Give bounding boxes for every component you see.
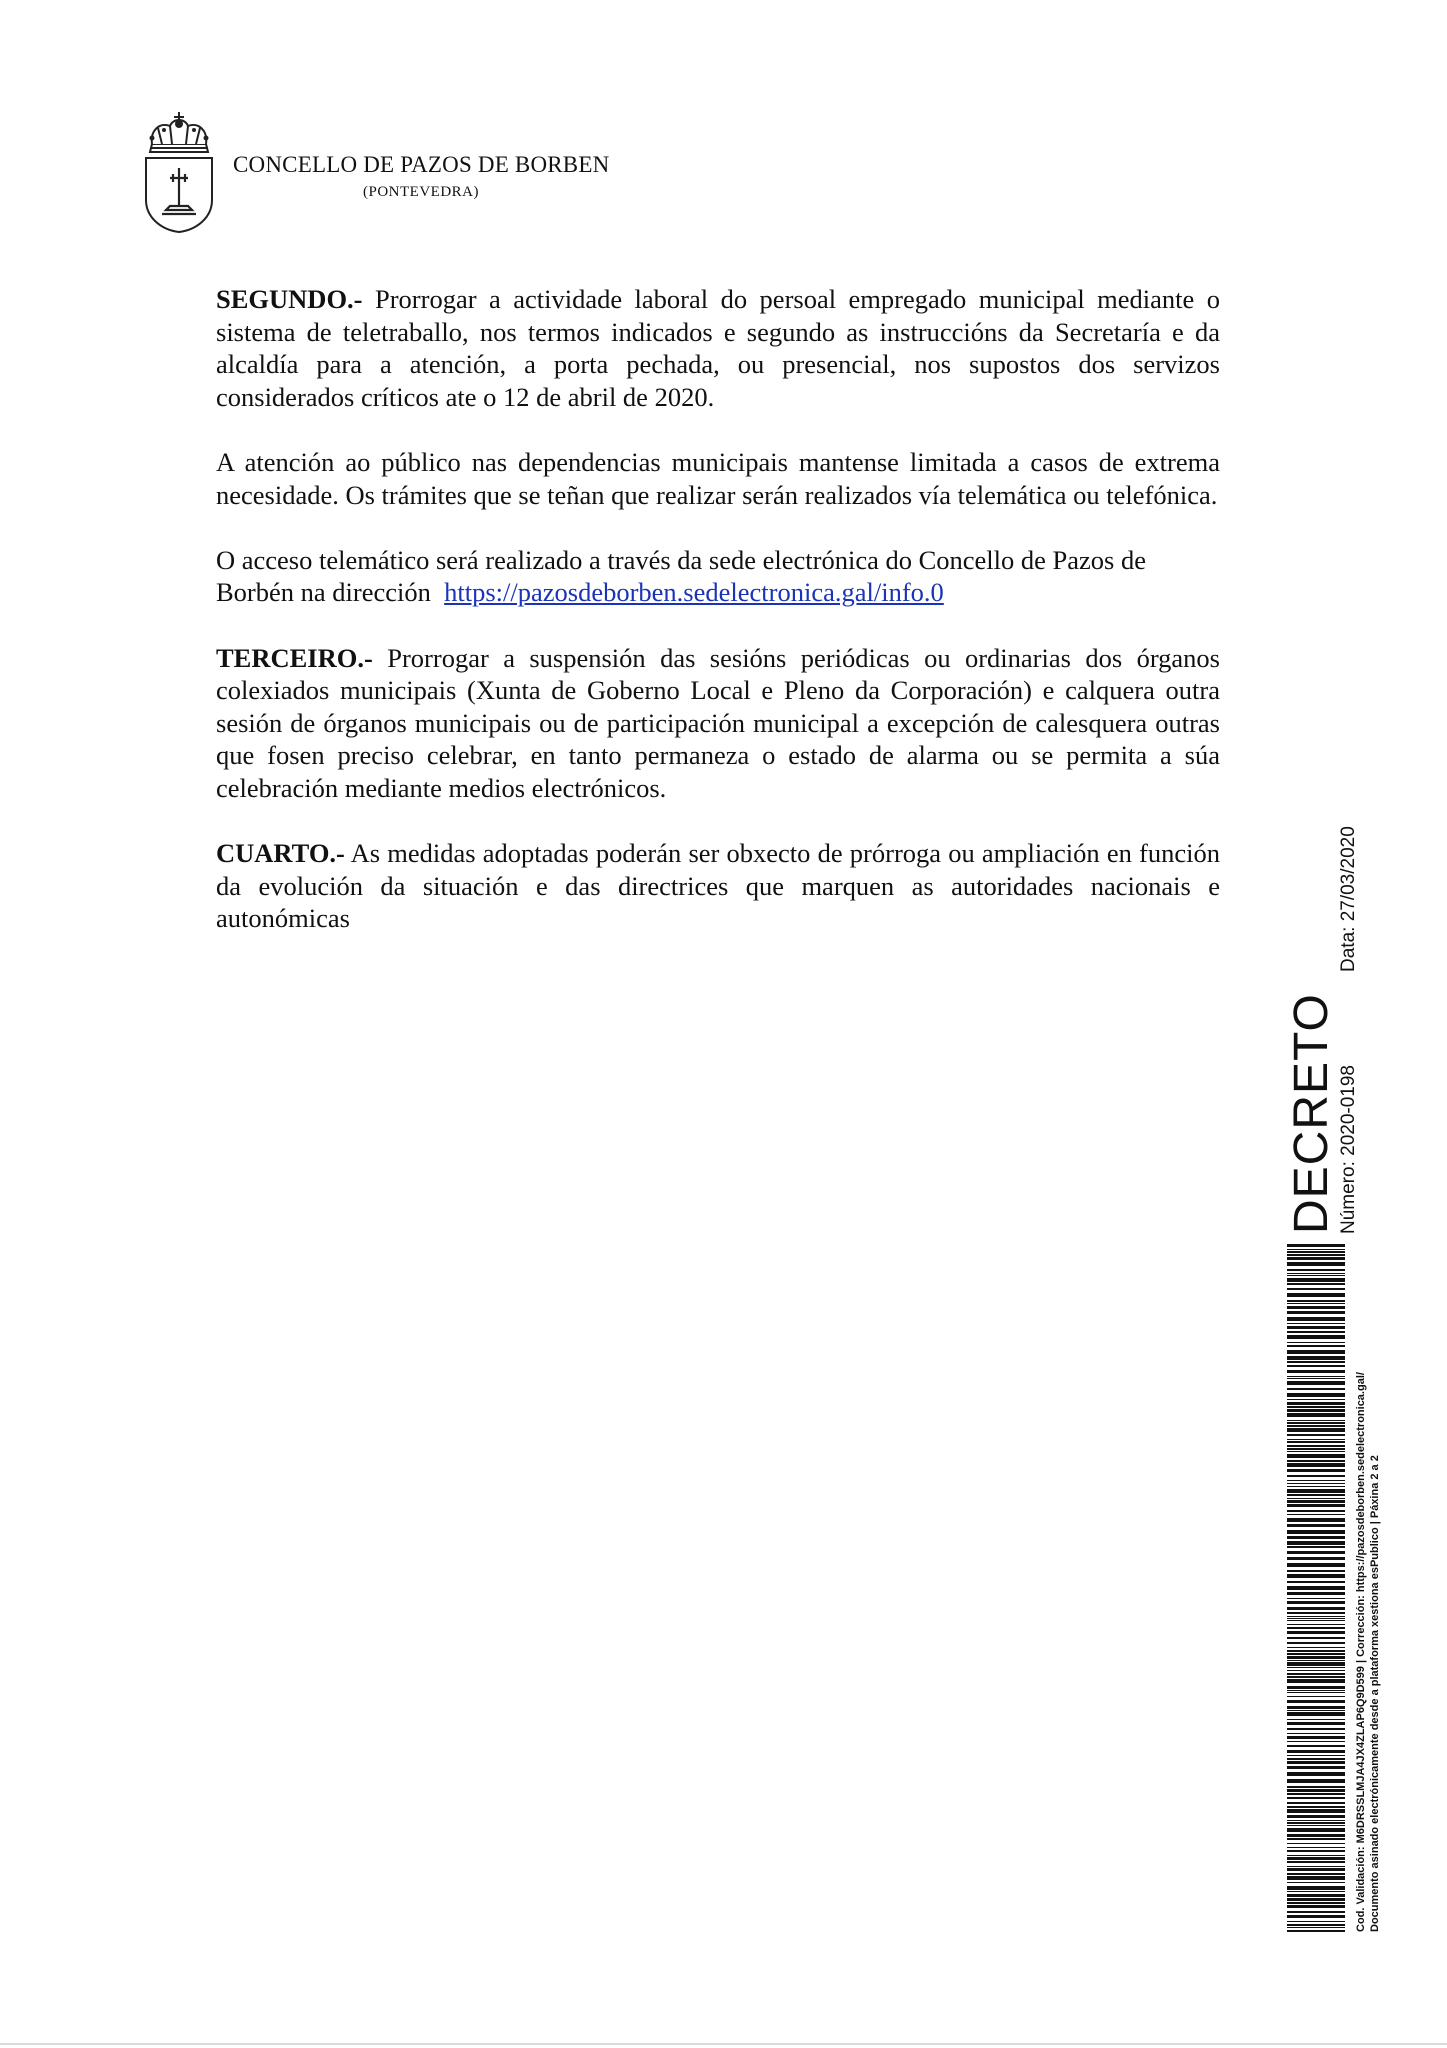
barcode-stripe	[1287, 1924, 1345, 1926]
barcode-stripe	[1287, 1825, 1345, 1826]
barcode-stripe	[1287, 1300, 1345, 1302]
barcode-stripe	[1287, 1406, 1345, 1408]
barcode-stripe	[1287, 1317, 1345, 1321]
barcode-stripe	[1287, 1563, 1345, 1567]
barcode-stripe	[1287, 1365, 1345, 1367]
barcode-stripe	[1287, 1439, 1345, 1440]
barcode-stripe	[1287, 1662, 1345, 1666]
paragraph-text: A atención ao público nas dependencias municipais mantense limitada a casos de extrema necesidade. Os trámites que se teñan que realizar serán realizados vía telemática ou telefónica.	[216, 446, 1220, 510]
barcode-stripe	[1287, 1815, 1345, 1818]
barcode-stripe	[1287, 1758, 1345, 1760]
barcode-stripe	[1287, 1381, 1345, 1385]
barcode-stripe	[1287, 1454, 1345, 1458]
barcode-stripe	[1287, 1581, 1345, 1583]
barcode-stripe	[1287, 1278, 1345, 1282]
barcode-stripe	[1287, 1409, 1345, 1412]
barcode-stripe	[1287, 1586, 1345, 1590]
barcode-stripe	[1287, 1802, 1345, 1804]
barcode-stripe	[1287, 1244, 1345, 1247]
barcode-stripe	[1287, 1911, 1345, 1913]
barcode-stripe	[1287, 1873, 1345, 1875]
barcode-stripe	[1287, 1288, 1345, 1290]
barcode-stripe	[1287, 1451, 1345, 1452]
barcode-stripe	[1287, 1510, 1345, 1512]
barcode-stripe	[1287, 1620, 1345, 1621]
barcode-stripe	[1287, 1486, 1345, 1487]
paragraph-atencion	[216, 446, 1220, 511]
paragraph-text: As medidas adoptadas poderán ser obxecto de prórroga ou ampliación en función da evolución da situación e das directrices que marquen as autoridades nacionais e autonómicas	[216, 838, 1220, 934]
barcode-stripe	[1287, 1480, 1345, 1481]
barcode-stripe	[1287, 1838, 1345, 1840]
barcode-stripe	[1287, 1489, 1345, 1493]
barcode-stripe	[1287, 1637, 1345, 1639]
barcode-stripe	[1287, 1850, 1345, 1852]
barcode-stripe	[1287, 1786, 1345, 1788]
barcode-stripe	[1287, 1356, 1345, 1360]
barcode-stripe	[1287, 1524, 1345, 1527]
barcode-stripe	[1287, 1927, 1345, 1928]
barcode-stripe	[1287, 1388, 1345, 1390]
barcode-stripe	[1287, 1402, 1345, 1405]
barcode-stripe	[1287, 1915, 1345, 1918]
barcode-stripe	[1287, 1728, 1345, 1730]
page-bottom-edge	[0, 2043, 1447, 2045]
stamp-validation-code: Cod. Validación: M6DRSSLMJA4JX4ZLAP6Q9D599 | Corrección: https://pazosdeborben.sedelectronica.gal/	[1355, 1372, 1367, 1932]
barcode-stripe	[1287, 1902, 1345, 1904]
barcode-stripe	[1287, 1361, 1345, 1363]
barcode-stripe	[1287, 1905, 1345, 1908]
barcode-stripe	[1287, 1601, 1345, 1604]
barcode-stripe	[1287, 1618, 1345, 1619]
barcode-stripe	[1287, 1809, 1345, 1813]
barcode-stripe	[1287, 1624, 1345, 1625]
barcode-stripe	[1287, 1541, 1345, 1545]
barcode-stripe	[1287, 1706, 1345, 1709]
stamp-title: DECRETO	[1285, 993, 1338, 1234]
barcode-stripe	[1287, 1692, 1345, 1693]
paragraph-text: O acceso telemático será realizado a través da sede electrónica do Concello de Pazos de Borbén na dirección	[216, 544, 1153, 608]
barcode-stripe	[1287, 1399, 1345, 1400]
barcode-stripe	[1287, 1670, 1345, 1671]
paragraph-lead: TERCEIRO.-	[216, 642, 373, 673]
barcode-stripe	[1287, 1311, 1345, 1314]
barcode-stripe	[1287, 1425, 1345, 1427]
barcode-stripe	[1287, 1254, 1345, 1256]
barcode-stripe	[1287, 1679, 1345, 1683]
barcode-stripe	[1287, 1861, 1345, 1863]
barcode-stripe	[1287, 1463, 1345, 1467]
barcode-stripe	[1287, 1574, 1345, 1578]
municipal-crest-icon	[140, 104, 218, 234]
barcode-stripe	[1287, 1797, 1345, 1799]
organization-province: (PONTEVEDRA)	[363, 184, 479, 200]
barcode-stripe	[1287, 1428, 1345, 1432]
barcode-stripe	[1287, 1921, 1345, 1922]
barcode-stripe	[1287, 1612, 1345, 1614]
barcode-stripe	[1287, 1350, 1345, 1354]
barcode-stripe	[1287, 1370, 1345, 1373]
barcode-stripe	[1287, 1898, 1345, 1901]
barcode-stripe	[1287, 1469, 1345, 1472]
paragraph-lead: SEGUNDO.-	[216, 284, 363, 314]
barcode-stripe	[1287, 1331, 1345, 1333]
barcode-stripe	[1287, 1820, 1345, 1821]
barcode-stripe	[1287, 1806, 1345, 1808]
barcode-stripe	[1287, 1736, 1345, 1739]
organization-name: CONCELLO DE PAZOS DE BORBEN	[233, 152, 610, 177]
barcode-stripe	[1287, 1843, 1345, 1844]
barcode-stripe	[1287, 1460, 1345, 1462]
barcode-stripe	[1287, 1733, 1345, 1734]
barcode-stripe	[1287, 1673, 1345, 1675]
barcode-stripe	[1287, 1251, 1345, 1253]
barcode-stripe	[1287, 1275, 1345, 1276]
barcode-stripe	[1287, 1441, 1345, 1443]
paragraph-text: Prorrogar a suspensión das sesións periódicas ou ordinarias dos órganos colexiados municipais (Xunta de Goberno Local e Pleno da Corporación) e calquera outra sesión de órganos municipais ou de participación municipal a excepción de calesquera outras que fosen preciso celebrar, en tanto permaneza o estado de alarma ou se permita a súa celebración mediante medios electrónicos.	[216, 642, 1220, 803]
barcode-stripe	[1287, 1627, 1345, 1629]
barcode-stripe	[1287, 1514, 1345, 1515]
barcode-stripe	[1287, 1690, 1345, 1691]
barcode-stripe	[1287, 1306, 1345, 1309]
barcode-stripe	[1287, 1500, 1345, 1503]
barcode-stripe	[1287, 1342, 1345, 1343]
barcode-stripe	[1287, 1257, 1345, 1260]
sede-electronica-link[interactable]: https://pazosdeborben.sedelectronica.gal/info.0	[444, 577, 944, 608]
barcode-stripe	[1287, 1293, 1345, 1297]
barcode-stripe	[1287, 1712, 1345, 1716]
barcode-stripe	[1287, 1536, 1345, 1539]
paragraph-acceso	[216, 544, 1220, 609]
stamp-number: Número: 2020-0198	[1338, 1065, 1359, 1234]
barcode-stripe	[1287, 1448, 1345, 1450]
barcode-stripe	[1287, 1345, 1345, 1347]
barcode-stripe	[1287, 1262, 1345, 1266]
barcode-stripe	[1287, 1607, 1345, 1610]
barcode-stripe	[1287, 1882, 1345, 1883]
barcode-stripe	[1287, 1303, 1345, 1304]
barcode-stripe	[1287, 1656, 1345, 1659]
barcode-stripe	[1287, 1761, 1345, 1764]
barcode-stripe	[1287, 1653, 1345, 1655]
barcode-stripe	[1287, 1866, 1345, 1867]
barcode-stripe	[1287, 1772, 1345, 1776]
barcode-stripe	[1287, 1378, 1345, 1379]
barcode-stripe	[1287, 1530, 1345, 1534]
barcode-stripe	[1287, 1283, 1345, 1285]
barcode-stripe	[1287, 1719, 1345, 1720]
barcode-stripe	[1287, 1868, 1345, 1871]
barcode-stripe	[1287, 1498, 1345, 1499]
stamp-signed-note: Documento asinado electrónicamente desde a plataforma xestiona esPublico | Páxina 2 a 2	[1369, 1455, 1381, 1932]
barcode-stripe	[1287, 1650, 1345, 1652]
paragraph-segundo	[216, 283, 1220, 413]
paragraph-lead: CUARTO.-	[216, 838, 345, 869]
barcode-stripe	[1287, 1616, 1345, 1617]
barcode-stripe	[1287, 1857, 1345, 1860]
barcode-stripe	[1287, 1551, 1345, 1554]
barcode-stripe	[1287, 1745, 1345, 1747]
barcode-stripe	[1287, 1779, 1345, 1783]
barcode-stripe	[1287, 1642, 1345, 1644]
barcode-stripe	[1287, 1631, 1345, 1634]
barcode-stripe	[1287, 1822, 1345, 1824]
paragraph-text: Prorrogar a actividade laboral do persoal empregado municipal mediante o sistema de teletraballo, nos termos indicados e segundo as instruccións da Secretaría e da alcaldía para a atención, a porta pechada, ou presencial, nos supostos dos servizos considerados críticos ate o 12 de abril de 2020.	[216, 284, 1220, 412]
barcode-stripe	[1287, 1475, 1345, 1477]
barcode-stripe	[1287, 1886, 1345, 1890]
barcode-stripe	[1287, 1834, 1345, 1837]
barcode-stripe	[1287, 1793, 1345, 1795]
stamp-date: Data: 27/03/2020	[1338, 826, 1359, 972]
barcode-stripe	[1287, 1326, 1345, 1329]
barcode-stripe	[1287, 1393, 1345, 1397]
barcode-stripe	[1287, 1891, 1345, 1892]
barcode-stripe	[1287, 1722, 1345, 1725]
barcode-stripe	[1287, 1376, 1345, 1377]
barcode-stripe	[1287, 1700, 1345, 1703]
document-body	[216, 283, 1220, 967]
barcode-stripe	[1287, 1855, 1345, 1856]
electronic-signature-stamp	[1287, 782, 1407, 1932]
barcode-stripe	[1287, 1420, 1345, 1421]
barcode-stripe	[1287, 1676, 1345, 1678]
paragraph-terceiro	[216, 642, 1220, 805]
barcode-stripe	[1287, 1847, 1345, 1848]
barcode-stripe	[1287, 1494, 1345, 1496]
barcode-stripe	[1287, 1335, 1345, 1339]
barcode-stripe	[1287, 1557, 1345, 1560]
barcode-stripe	[1287, 1750, 1345, 1753]
barcode-stripe	[1287, 1323, 1345, 1324]
paragraph-cuarto	[216, 837, 1220, 935]
barcode-stripe	[1287, 1930, 1345, 1932]
barcode-stripe	[1287, 1828, 1345, 1832]
barcode-stripe	[1287, 1755, 1345, 1756]
barcode-stripe	[1287, 1570, 1345, 1572]
barcode-stripe	[1287, 1598, 1345, 1599]
barcode-stripe	[1287, 1686, 1345, 1689]
barcode-stripe	[1287, 1592, 1345, 1595]
barcode-icon	[1287, 1242, 1345, 1932]
barcode-stripe	[1287, 1273, 1345, 1274]
barcode-stripe	[1287, 1894, 1345, 1897]
barcode-stripe	[1287, 1789, 1345, 1792]
barcode-stripe	[1287, 1483, 1345, 1484]
barcode-stripe	[1287, 1422, 1345, 1424]
barcode-stripe	[1287, 1518, 1345, 1522]
barcode-stripe	[1287, 1766, 1345, 1769]
barcode-stripe	[1287, 1249, 1345, 1250]
barcode-stripe	[1287, 1445, 1345, 1447]
barcode-stripe	[1287, 1710, 1345, 1711]
barcode-stripe	[1287, 1434, 1345, 1436]
barcode-stripe	[1287, 1696, 1345, 1697]
barcode-stripe	[1287, 1504, 1345, 1507]
barcode-stripe	[1287, 1741, 1345, 1742]
barcode-stripe	[1287, 1647, 1345, 1648]
barcode-stripe	[1287, 1660, 1345, 1661]
barcode-stripe	[1287, 1413, 1345, 1417]
barcode-stripe	[1287, 1667, 1345, 1668]
barcode-stripe	[1287, 1269, 1345, 1271]
barcode-stripe	[1287, 1546, 1345, 1548]
barcode-stripe	[1287, 1876, 1345, 1880]
